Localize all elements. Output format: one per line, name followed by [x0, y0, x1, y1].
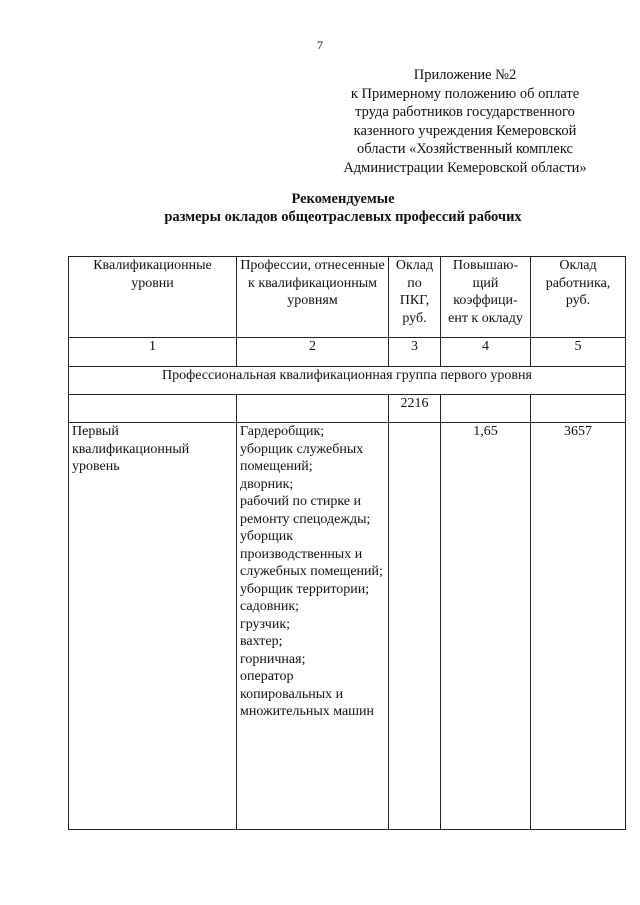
appendix-line: казенного учреждения Кемеровской: [353, 122, 577, 139]
header-worker-salary: Оклад работника, руб.: [531, 257, 626, 338]
profession-item: горничная;: [240, 651, 306, 667]
empty-cell: [531, 395, 626, 423]
header-qualification-levels: Квалификационные уровни: [69, 257, 237, 338]
profession-item: грузчик;: [240, 616, 291, 632]
group-title-row: [69, 367, 626, 395]
profession-item: вахтер;: [240, 634, 283, 649]
column-number: 2: [237, 338, 389, 367]
appendix-line: труда работников государственного: [355, 104, 575, 120]
profession-item: Гардеробщик;: [240, 424, 325, 439]
profession-item: оператор копировальных и множительных машин: [240, 669, 375, 719]
profession-item: садовник;: [240, 599, 300, 614]
column-number-row: [69, 338, 626, 367]
qualification-level: Первый квалификационный уровень: [69, 423, 237, 830]
empty-cell: [237, 395, 389, 423]
worker-salary-value: 3657: [531, 423, 626, 830]
page-number: 7: [317, 38, 323, 52]
column-number: 5: [531, 338, 626, 367]
professions-list: [240, 423, 385, 721]
professions-cell: [237, 423, 389, 830]
profession-item: уборщик служебных помещений;: [240, 441, 364, 474]
column-number: 4: [441, 338, 531, 367]
header-professions: Профессии, отнесенные к квалификационным уровням: [237, 257, 389, 338]
appendix-line: области «Хозяйственный комплекс: [357, 141, 573, 157]
header-coefficient: Повышаю-щий коэффици-ент к окладу: [441, 257, 531, 338]
column-number: 3: [389, 338, 441, 367]
table-header-row: [69, 257, 626, 338]
column-number: 1: [69, 338, 237, 367]
coefficient-value: 1,65: [441, 423, 531, 830]
empty-cell: [389, 423, 441, 830]
appendix-line: Администрации Кемеровской области»: [343, 159, 587, 176]
header-pkg-salary: Оклад по ПКГ, руб.: [389, 257, 441, 338]
appendix-header: [300, 66, 630, 177]
pkg-salary-row: [69, 395, 626, 423]
profession-item: уборщик территории;: [240, 581, 370, 597]
profession-item: уборщик производственных и служебных помещений;: [240, 529, 383, 579]
group-title: Профессиональная квалификационная группа первого уровня: [69, 367, 626, 395]
title-line-2: размеры окладов общеотраслевых профессий рабочих: [164, 209, 522, 225]
title-line-1: Рекомендуемые: [291, 191, 395, 207]
appendix-line: Приложение №2: [413, 67, 517, 83]
salary-table: [68, 256, 626, 830]
pkg-salary-value: 2216: [389, 395, 441, 423]
appendix-line: к Примерному положению об оплате: [350, 85, 580, 102]
profession-item: рабочий по стирке и ремонту спецодежды;: [240, 494, 371, 527]
table-row: [69, 423, 626, 830]
document-title: [0, 190, 640, 226]
profession-item: дворник;: [240, 476, 294, 492]
empty-cell: [441, 395, 531, 423]
empty-cell: [69, 395, 237, 423]
